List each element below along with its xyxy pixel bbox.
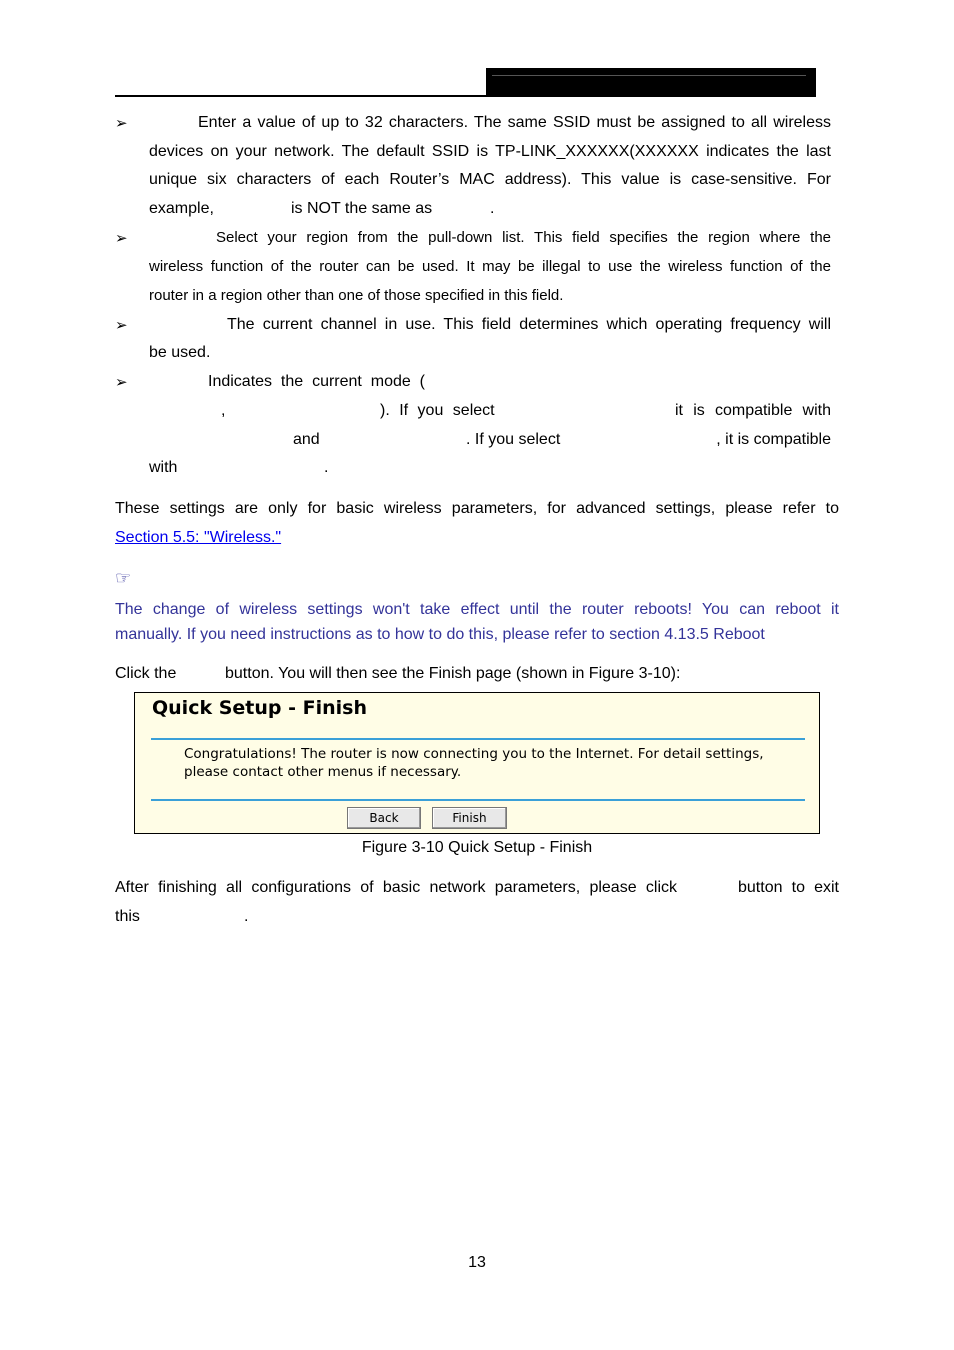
bullet-arrow-icon: ➢: [115, 230, 128, 247]
click-line-a: Click the: [115, 665, 177, 682]
para2-line-2b: .: [244, 908, 249, 925]
ssid-line-4b: is NOT the same as: [291, 200, 433, 217]
bullet-arrow-icon: ➢: [115, 317, 128, 334]
note-line-2: manually. If you need instructions as to how to do this, please refer to section 4.13.5 Reboot: [115, 626, 765, 643]
basic-settings-text: These settings are only for basic wireless parameters, for advanced settings, please refer to: [115, 500, 839, 517]
ssid-line-4c: .: [490, 200, 495, 217]
figure-caption: Figure 3-10 Quick Setup - Finish: [361, 839, 593, 856]
note-line-1: The change of wireless settings won't take effect until the router reboots! You can reboot it: [115, 601, 839, 618]
para2-line-2a: this: [115, 908, 140, 925]
figure-message: Congratulations! The router is now connecting you to the Internet. For detail settings, please contact other menus if necessary.: [184, 746, 764, 780]
channel-line-1: The current channel in use. This field determines which operating frequency will: [227, 316, 831, 333]
back-button[interactable]: Back: [347, 807, 421, 829]
figure-top-rule: [151, 738, 805, 740]
finish-button[interactable]: Finish: [432, 807, 507, 829]
header-bar: [486, 68, 816, 97]
bullet-arrow-icon: ➢: [115, 374, 128, 391]
ssid-line-4a: example,: [149, 200, 214, 217]
mode-line-3a: and: [293, 431, 320, 448]
mode-line-1: Indicates the current mode (: [208, 373, 425, 390]
header-bar-line: [492, 75, 806, 76]
region-line-2: wireless function of the router can be used. It may be illegal to use the wireless function of the: [149, 258, 831, 275]
figure-bottom-rule: [151, 799, 805, 801]
region-line-1: Select your region from the pull-down list. This field specifies the region where the: [216, 229, 831, 246]
ssid-line-2: devices on your network. The default SSID is TP-LINK_XXXXXX(XXXXXX indicates the last: [149, 143, 831, 160]
section-5-5-link[interactable]: Section 5.5: "Wireless.": [115, 529, 282, 546]
para2-line-1b: button to exit: [738, 879, 839, 896]
ssid-line-3: unique six characters of each Router’s MAC address). This value is case-sensitive. For: [149, 171, 831, 188]
pointing-hand-icon: ☞: [115, 568, 132, 588]
click-line-b: button. You will then see the Finish page (shown in Figure 3-10):: [225, 665, 681, 682]
mode-line-3b: . If you select: [466, 431, 561, 448]
page-number: 13: [468, 1254, 486, 1271]
mode-line-2c: it is compatible with: [675, 402, 831, 419]
bullet-arrow-icon: ➢: [115, 115, 128, 132]
figure-title: Quick Setup - Finish: [152, 697, 367, 719]
channel-line-2: be used.: [149, 344, 211, 361]
mode-line-2a: ,: [221, 402, 226, 419]
para2-line-1a: After finishing all configurations of basic network parameters, please click: [115, 879, 677, 896]
region-line-3: router in a region other than one of those specified in this field.: [149, 287, 564, 304]
quick-setup-finish-figure: [134, 692, 820, 834]
mode-line-2b: ). If you select: [380, 402, 495, 419]
mode-line-4a: with: [149, 459, 178, 476]
mode-line-3c: , it is compatible: [716, 431, 831, 448]
header-rule: [115, 95, 487, 97]
ssid-line-1: Enter a value of up to 32 characters. The same SSID must be assigned to all wireless: [198, 114, 831, 131]
mode-line-4b: .: [324, 459, 329, 476]
